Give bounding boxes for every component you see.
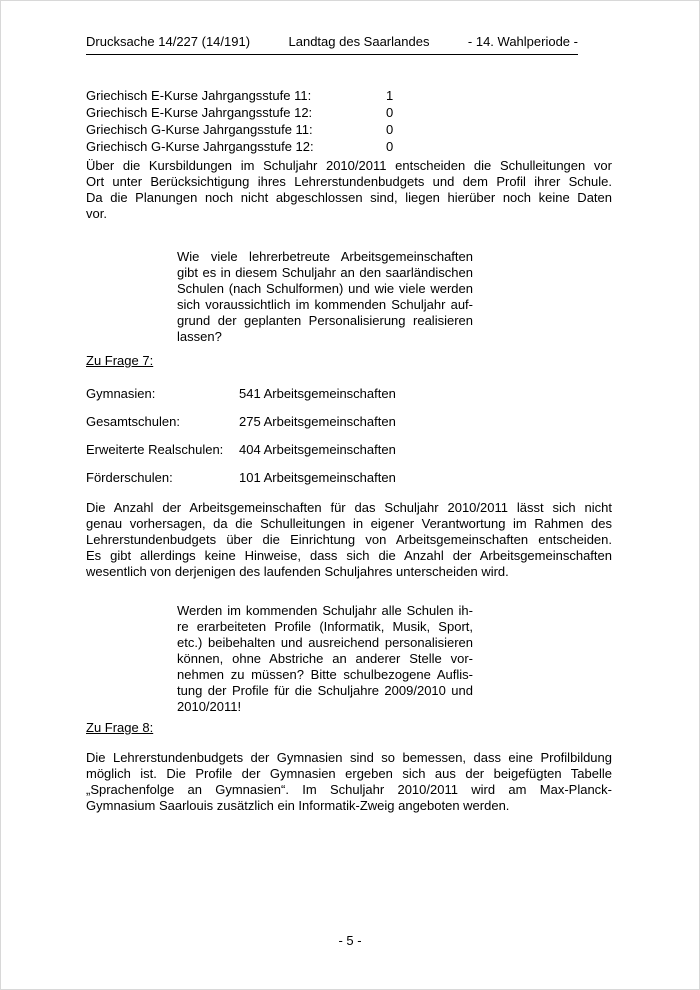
ag-row xyxy=(86,470,612,486)
ag-value: 101 Arbeitsgemeinschaften xyxy=(239,470,396,485)
paragraph-kursbildungen: Über die Kursbildungen im Schuljahr 2010/2011 entscheiden die Schulleitungen vor Ort unter Berücksichtigung ihres Lehrerstundenbudgets und dem Profil ihrer Schule. Da die Planungen noch nicht abgeschlossen sind, liegen hierüber noch keine Daten vor. xyxy=(86,158,612,221)
document-header xyxy=(86,34,578,55)
paragraph-anzahl: Die Anzahl der Arbeitsgemeinschaften für das Schuljahr 2010/2011 lässt sich nicht genau vorhersagen, da die Schulleitungen in eigener Verantwortung im Rahmen des Lehrerstundenbudgets über die Einrichtung von Arbeitsgemeinschaften entscheiden. Es gibt allerdings keine Hinweise, dass sich die Anzahl der Arbeitsgemeinschaften wesentlich von derjenigen des laufenden Schuljahres unterscheiden wird. xyxy=(86,500,612,579)
course-label: Griechisch G-Kurse Jahrgangsstufe 11: xyxy=(86,122,313,137)
frage-8-heading: Zu Frage 8: xyxy=(86,720,154,735)
arbeitsgemeinschaften-list xyxy=(86,386,612,486)
ag-value: 275 Arbeitsgemeinschaften xyxy=(239,414,396,429)
ag-row xyxy=(86,442,612,458)
course-label: Griechisch G-Kurse Jahrgangsstufe 12: xyxy=(86,139,314,154)
course-value: 0 xyxy=(386,139,394,154)
ag-label: Gymnasien: xyxy=(86,386,156,401)
ag-row xyxy=(86,414,612,430)
page-number: - 5 - xyxy=(338,933,362,948)
ag-label: Gesamtschulen: xyxy=(86,414,180,429)
ag-value: 404 Arbeitsgemeinschaften xyxy=(239,442,396,457)
paragraph-profile: Die Lehrerstundenbudgets der Gymnasien sind so bemessen, dass eine Profilbildung möglich ist. Die Profile der Gymnasien ergeben sich aus der beigefügten Tabelle „Sprachenfolge an Gymnasien“. Im Schuljahr 2010/2011 wird am Max-Planck- Gymnasium Saarlouis zusätzlich ein Informatik-Zweig angeboten werden. xyxy=(86,750,612,813)
course-value: 0 xyxy=(386,105,394,120)
ag-value: 541 Arbeitsgemeinschaften xyxy=(239,386,396,401)
frage-7-heading: Zu Frage 7: xyxy=(86,353,154,368)
header-wahlperiode: - 14. Wahlperiode - xyxy=(467,34,578,49)
header-drucksache: Drucksache 14/227 (14/191) xyxy=(86,34,251,49)
griechisch-course-list xyxy=(86,87,612,155)
ag-label: Förderschulen: xyxy=(86,470,173,485)
ag-label: Erweiterte Realschulen: xyxy=(86,442,224,457)
course-row xyxy=(86,138,612,155)
course-value: 1 xyxy=(386,88,394,103)
course-label: Griechisch E-Kurse Jahrgangsstufe 11: xyxy=(86,88,312,103)
ag-row xyxy=(86,386,612,402)
question-8-block: Werden im kommenden Schuljahr alle Schulen ih- re erarbeiteten Profile (Informatik, Musik, Sport, etc.) beibehalten und ausreichend personalisieren können, ohne Abstriche an anderer Stelle vor- nehmen zu müssen? Bitte schulbezogene Auflis- tung der Profile für die Schuljahre 2009/2010 und 2010/2011! xyxy=(177,603,473,714)
header-landtag: Landtag des Saarlandes xyxy=(288,34,430,49)
course-row xyxy=(86,87,612,104)
course-value: 0 xyxy=(386,122,394,137)
course-label: Griechisch E-Kurse Jahrgangsstufe 12: xyxy=(86,105,313,120)
question-7-block: Wie viele lehrerbetreute Arbeitsgemeinschaften gibt es in diesem Schuljahr an den saarländischen Schulen (nach Schulformen) und wie viele werden sich voraussichtlich im kommenden Schuljahr auf- grund der geplanten Personalisierung realisieren lassen? xyxy=(177,249,473,344)
course-row xyxy=(86,104,612,121)
course-row xyxy=(86,121,612,138)
